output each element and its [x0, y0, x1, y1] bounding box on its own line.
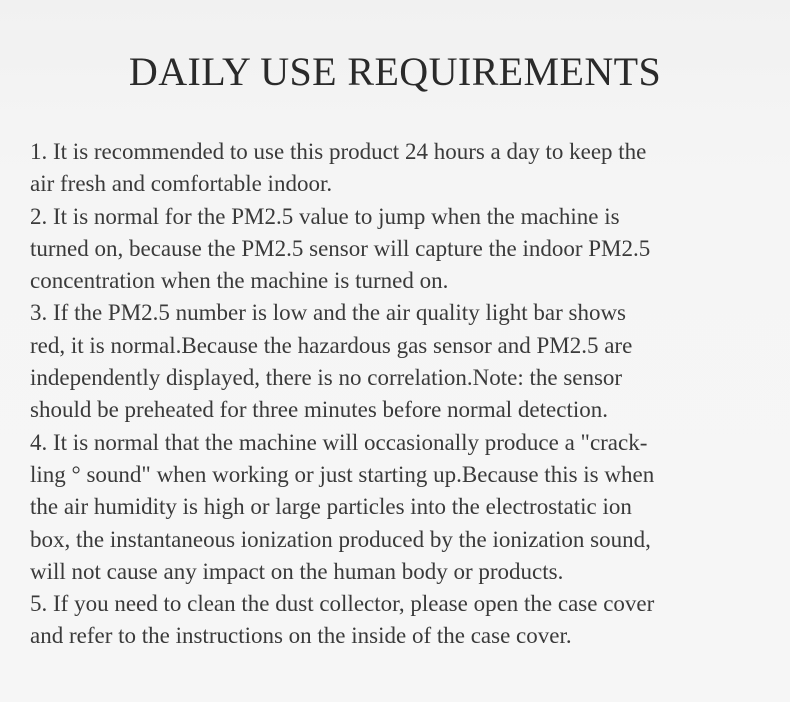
text-line: 4. It is normal that the machine will occasionally produce a "crack-	[30, 429, 648, 455]
text-line: ling ° sound" when working or just starting up.Because this is when	[30, 461, 655, 487]
text-line: air fresh and comfortable indoor.	[30, 171, 333, 197]
text-line: 2. It is normal for the PM2.5 value to jump when the machine is	[30, 203, 620, 229]
text-line: and refer to the instructions on the inside of the case cover.	[30, 623, 572, 649]
text-line: 1. It is recommended to use this product 24 hours a day to keep the	[30, 139, 647, 164]
text-line: the air humidity is high or large particles into the electrostatic ion	[30, 494, 632, 520]
text-line: red, it is normal.Because the hazardous gas sensor and PM2.5 are	[30, 332, 633, 358]
text-line: box, the instantaneous ionization produced by the ionization sound,	[30, 526, 651, 552]
text-line: will not cause any impact on the human body or products.	[30, 558, 564, 584]
text-line: concentration when the machine is turned on.	[30, 268, 449, 294]
page-title: DAILY USE REQUIREMENTS	[128, 49, 662, 94]
text-line: turned on, because the PM2.5 sensor will capture the indoor PM2.5	[30, 235, 651, 261]
text-line: should be preheated for three minutes before normal detection.	[30, 397, 608, 423]
requirements-text	[30, 136, 760, 653]
text-line: 3. If the PM2.5 number is low and the air quality light bar shows	[30, 300, 627, 326]
text-line: 5. If you need to clean the dust collector, please open the case cover	[30, 591, 655, 617]
text-line: independently displayed, there is no correlation.Note: the sensor	[30, 365, 623, 391]
